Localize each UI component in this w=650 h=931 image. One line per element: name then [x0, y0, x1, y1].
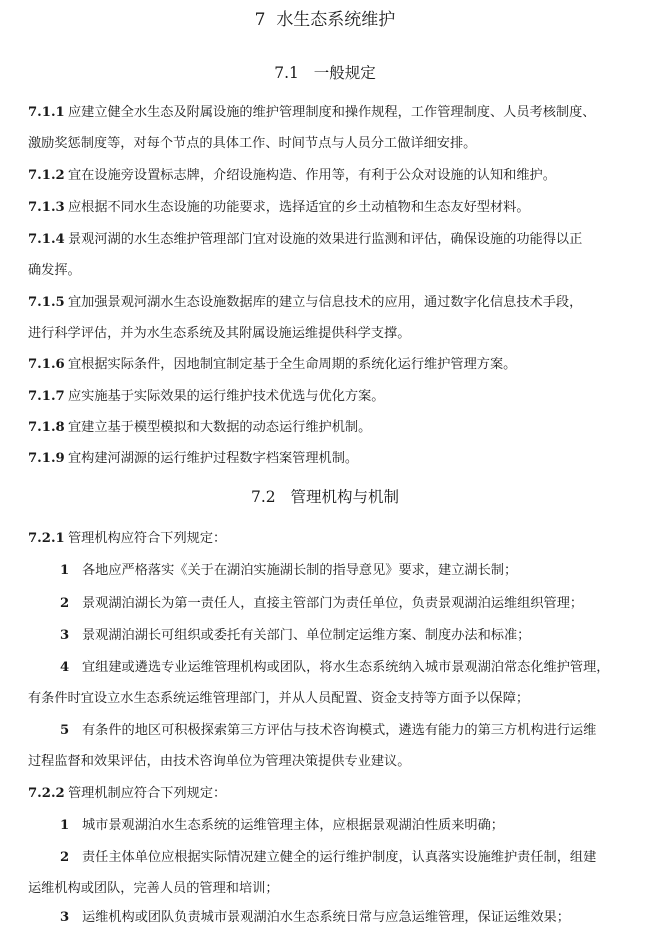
clause-number: 7.1.8	[28, 420, 65, 435]
item-7-2-1-5-line-2	[28, 752, 628, 772]
clause-text: 应实施基于实际效果的运行维护技术优选与优化方案。	[68, 389, 385, 404]
section-number: 7.1	[274, 64, 299, 82]
item-7-2-2-2-line-2	[28, 879, 628, 899]
item-text: 有条件时宜设立水生态系统运维管理部门，并从人员配置、资金支持等方面予以保障；	[28, 691, 530, 706]
clause-7-2-1	[28, 529, 628, 549]
item-text: 城市景观湖泊水生态系统的运维管理主体，应根据景观湖泊性质来明确；	[82, 818, 504, 833]
item-number: 1	[60, 818, 70, 833]
clause-text: 宜加强景观河湖水生态设施数据库的建立与信息技术的应用，通过数字化信息技术手段，	[68, 295, 583, 310]
clause-text: 确发挥。	[28, 263, 81, 278]
item-7-2-1-3	[60, 626, 650, 646]
clause-7-1-6	[28, 355, 628, 375]
item-7-2-1-4-line-1	[60, 658, 650, 678]
clause-text: 管理机制应符合下列规定：	[68, 786, 227, 801]
clause-7-1-7	[28, 387, 628, 407]
clause-number: 7.1.6	[28, 357, 65, 372]
clause-number: 7.2.1	[28, 531, 65, 546]
clause-7-1-1-line-1	[28, 103, 628, 123]
item-text: 责任主体单位应根据实际情况建立健全的运行维护制度，认真落实设施维护责任制，组建	[82, 850, 597, 865]
clause-7-1-5-line-2	[28, 324, 628, 344]
item-text: 各地应严格落实《关于在湖泊实施湖长制的指导意见》要求，建立湖长制；	[82, 563, 518, 578]
clause-number: 7.1.7	[28, 389, 65, 404]
item-number: 4	[60, 660, 70, 675]
item-text: 过程监督和效果评估，由技术咨询单位为管理决策提供专业建议。	[28, 754, 411, 769]
clause-number: 7.1.5	[28, 295, 65, 310]
item-number: 2	[60, 596, 70, 611]
clause-text: 宜根据实际条件，因地制宜制定基于全生命周期的系统化运行维护管理方案。	[68, 357, 517, 372]
clause-text: 应根据不同水生态设施的功能要求，选择适宜的乡土动植物和生态友好型材料。	[68, 200, 530, 215]
item-7-2-2-2-line-1	[60, 848, 650, 868]
clause-text: 管理机构应符合下列规定：	[68, 531, 227, 546]
item-7-2-1-2	[60, 594, 650, 614]
item-text: 宜组建或遴选专业运维管理机构或团队，将水生态系统纳入城市景观湖泊常态化维护管理，	[82, 660, 610, 675]
clause-7-1-4-line-2	[28, 261, 628, 281]
chapter-title-text: 水生态系统维护	[276, 10, 396, 30]
item-text: 景观湖泊湖长为第一责任人，直接主管部门为责任单位，负责景观湖泊运维组织管理；	[82, 596, 584, 611]
item-7-2-2-1	[60, 816, 650, 836]
item-7-2-1-5-line-1	[60, 721, 650, 741]
clause-number: 7.1.1	[28, 105, 65, 120]
item-text: 运维机构或团队，完善人员的管理和培训；	[28, 881, 279, 896]
clause-7-1-2	[28, 166, 628, 186]
item-number: 3	[60, 628, 70, 643]
clause-number: 7.2.2	[28, 786, 65, 801]
section-title-text: 管理机构与机制	[290, 488, 399, 506]
clause-7-1-9	[28, 449, 628, 469]
section-title-7-2	[0, 486, 650, 508]
clause-text: 激励奖惩制度等，对每个节点的具体工作、时间节点与人员分工做详细安排。	[28, 136, 477, 151]
item-number: 5	[60, 723, 70, 738]
clause-7-1-4-line-1	[28, 230, 628, 250]
item-text: 景观湖泊湖长可组织或委托有关部门、单位制定运维方案、制度办法和标准；	[82, 628, 531, 643]
item-text: 运维机构或团队负责城市景观湖泊水生态系统日常与应急运维管理，保证运维效果；	[82, 910, 570, 925]
item-number: 1	[60, 563, 70, 578]
section-number: 7.2	[251, 488, 276, 506]
clause-text: 宜建立基于模型模拟和大数据的动态运行维护机制。	[68, 420, 372, 435]
clause-7-1-8	[28, 418, 628, 438]
item-7-2-1-1	[60, 561, 650, 581]
clause-number: 7.1.4	[28, 232, 65, 247]
clause-number: 7.1.3	[28, 200, 65, 215]
clause-7-2-2	[28, 784, 628, 804]
clause-text: 进行科学评估，并为水生态系统及其附属设施运维提供科学支撑。	[28, 326, 411, 341]
clause-7-1-5-line-1	[28, 293, 628, 313]
clause-number: 7.1.2	[28, 168, 65, 183]
chapter-number: 7	[254, 10, 266, 30]
clause-text: 应建立健全水生态及附属设施的维护管理制度和操作规程，工作管理制度、人员考核制度、	[68, 105, 596, 120]
chapter-title	[0, 8, 650, 32]
clause-7-1-3	[28, 198, 628, 218]
clause-7-1-1-line-2	[28, 134, 628, 154]
section-title-text: 一般规定	[313, 64, 376, 82]
item-7-2-2-3	[60, 908, 650, 928]
item-number: 2	[60, 850, 70, 865]
clause-text: 宜在设施旁设置标志牌，介绍设施构造、作用等，有利于公众对设施的认知和维护。	[68, 168, 556, 183]
clause-text: 景观河湖的水生态维护管理部门宜对设施的效果进行监测和评估，确保设施的功能得以正	[68, 232, 583, 247]
item-number: 3	[60, 910, 70, 925]
item-text: 有条件的地区可积极探索第三方评估与技术咨询模式，遴选有能力的第三方机构进行运维	[82, 723, 597, 738]
item-7-2-1-4-line-2	[28, 689, 628, 709]
section-title-7-1	[0, 62, 650, 84]
clause-text: 宜构建河湖源的运行维护过程数字档案管理机制。	[68, 451, 359, 466]
clause-number: 7.1.9	[28, 451, 65, 466]
